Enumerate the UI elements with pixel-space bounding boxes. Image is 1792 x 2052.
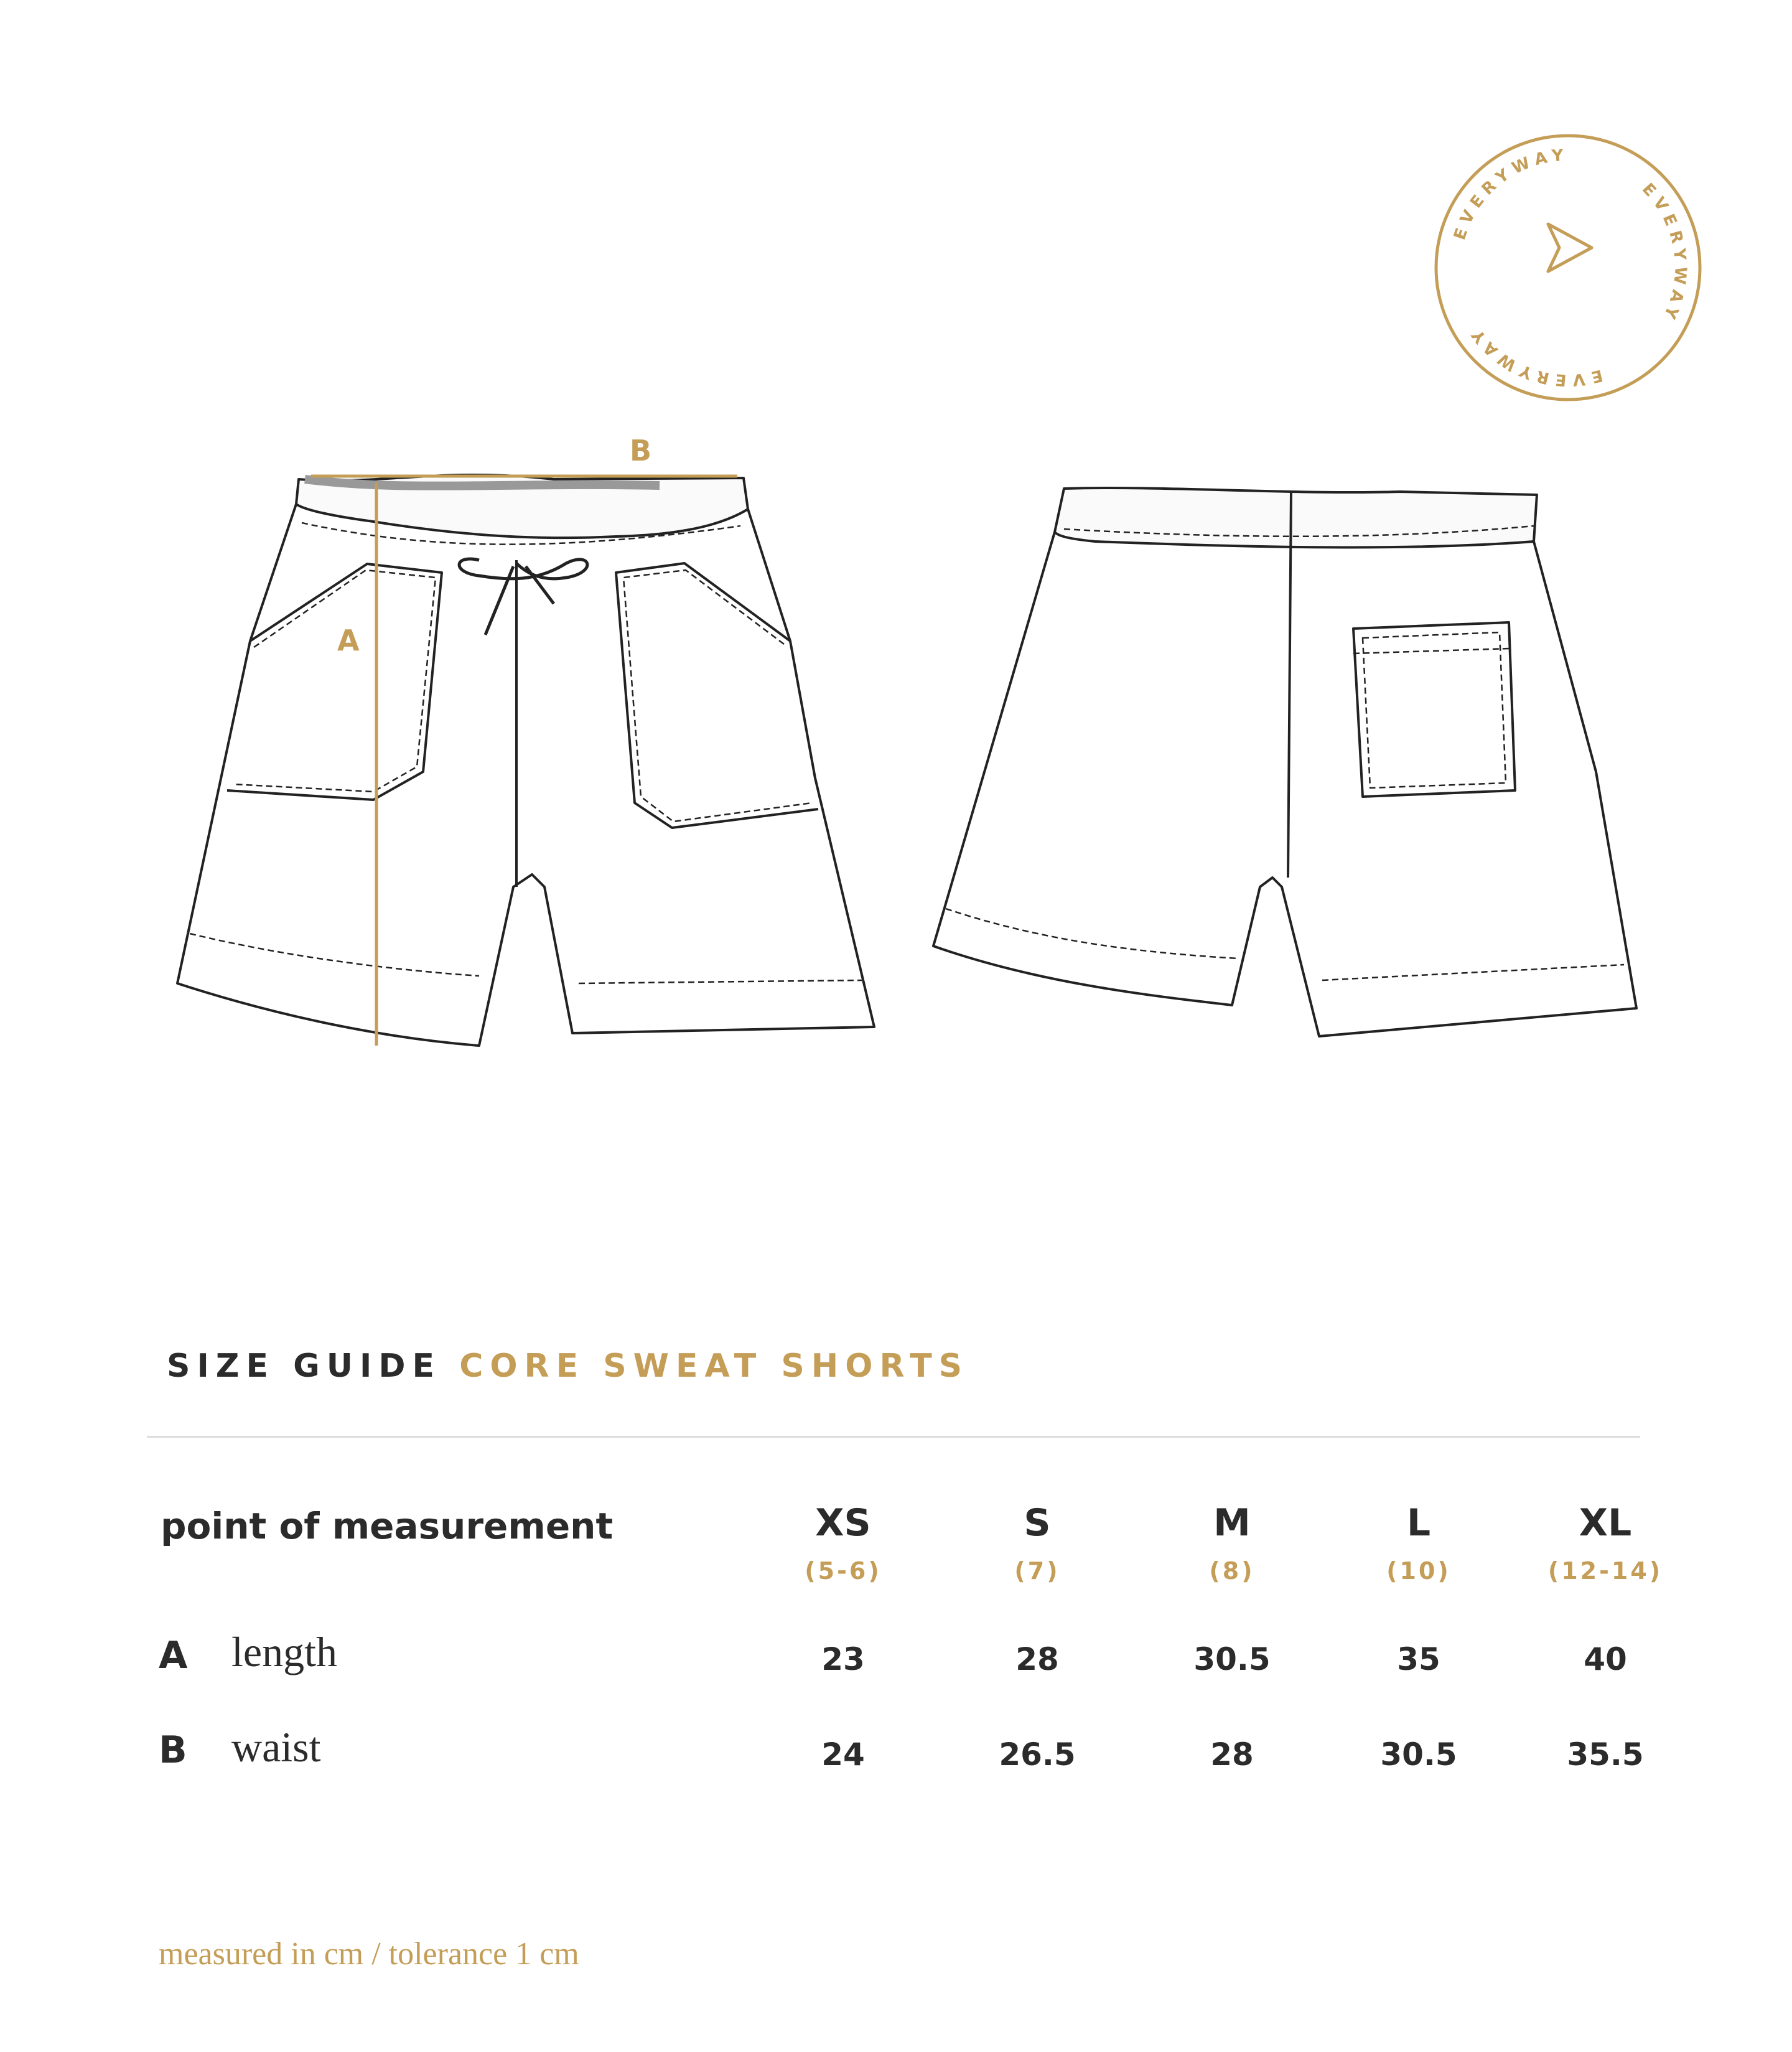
size-xl: XL — [1579, 1501, 1632, 1545]
front-view — [177, 475, 874, 1046]
size-l: L — [1406, 1501, 1431, 1545]
measure-label-a: A — [337, 624, 360, 657]
row-a-value-l: 35 — [1397, 1641, 1440, 1677]
age-xl: (12-14) — [1547, 1557, 1663, 1585]
age-m: (8) — [1209, 1557, 1255, 1585]
row-b-value-l: 30.5 — [1380, 1736, 1457, 1773]
row-b-value-xl: 35.5 — [1567, 1736, 1644, 1773]
title-prefix: SIZE GUIDE — [167, 1347, 442, 1385]
row-a-label: length — [231, 1628, 337, 1675]
title-divider — [147, 1436, 1640, 1438]
row-a-value-xl: 40 — [1584, 1641, 1627, 1677]
everyway-logo — [1431, 131, 1705, 405]
row-b-key: B — [159, 1728, 187, 1772]
measure-label-b: B — [630, 434, 652, 467]
size-guide-title — [167, 1347, 969, 1385]
back-view — [933, 488, 1636, 1036]
age-s: (7) — [1014, 1557, 1060, 1585]
row-a-value-m: 30.5 — [1193, 1641, 1271, 1677]
row-a-value-s: 28 — [1015, 1641, 1059, 1677]
row-b-label: waist — [231, 1723, 321, 1771]
footnote: measured in cm / tolerance 1 cm — [159, 1936, 579, 1972]
play-chevron-logo-icon — [1548, 224, 1592, 271]
title-product: CORE SWEAT SHORTS — [459, 1347, 969, 1385]
size-s: S — [1024, 1501, 1051, 1545]
measurement-guides — [311, 476, 737, 1046]
shorts-technical-drawing — [168, 423, 1649, 1071]
row-a-value-xs: 23 — [821, 1641, 865, 1677]
size-m: M — [1213, 1501, 1251, 1545]
logo-ring-text-3: EVERYWAY — [1465, 321, 1605, 390]
row-b-value-xs: 24 — [821, 1736, 865, 1773]
row-a-key: A — [159, 1634, 188, 1677]
logo-ring-text-2: EVERYWAY — [1638, 179, 1690, 327]
size-xs: XS — [815, 1501, 871, 1545]
logo-ring-text-1: EVERYWAY — [1450, 146, 1570, 243]
row-b-value-s: 26.5 — [999, 1736, 1076, 1773]
row-b-value-m: 28 — [1210, 1736, 1254, 1773]
age-xs: (5-6) — [805, 1557, 882, 1585]
svg-text:EVERYWAY — [1450, 146, 1570, 242]
age-l: (10) — [1386, 1557, 1451, 1585]
table-header-label: point of measurement — [161, 1505, 614, 1547]
svg-text:EVERYWAY — [1465, 322, 1605, 390]
